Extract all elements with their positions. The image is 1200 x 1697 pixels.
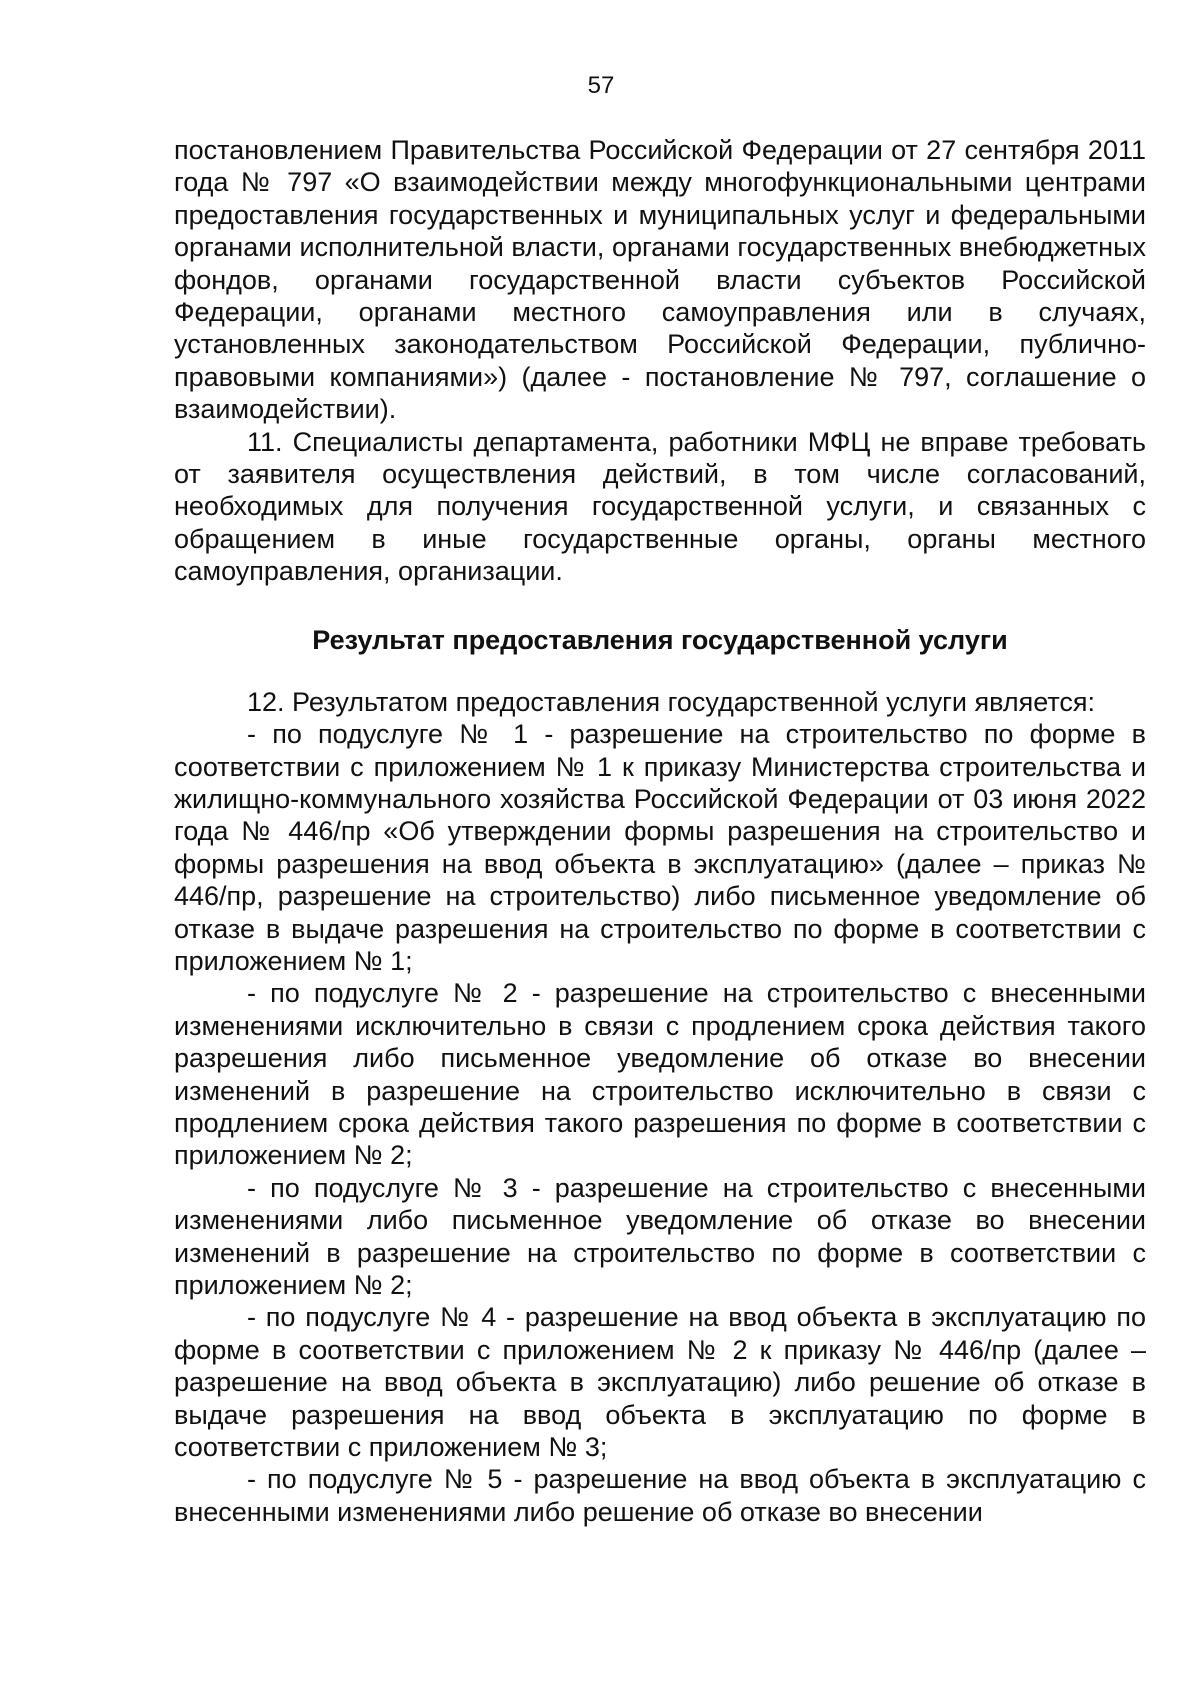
list-item-subservice-5: - по подуслуге № 5 - разрешение на ввод объекта в эксплуатацию с внесенными изменениями либо решение об отказе во внесении xyxy=(174,1464,1146,1527)
document-body xyxy=(174,134,1146,1528)
paragraph-item-12: 12. Результатом предоставления государственной услуги является: xyxy=(247,686,1096,717)
page-number: 57 xyxy=(587,72,615,99)
paragraph-item-11: 11. Специалисты департамента, работники МФЦ не вправе требовать от заявителя осуществления действий, в том числе согласований, необходимых для получения государственной услуги, и связанных с обращением в иные государственные органы, органы местного самоуправления, организации. xyxy=(174,426,1146,587)
paragraph-continuation: постановлением Правительства Российской Федерации от 27 сентября 2011 года № 797 «О взаимодействии между многофункциональными центрами предоставления государственных и муниципальных услуг и федеральными органами исполнительной власти, органами государственных внебюджетных фондов, органами государственной власти субъектов Российской Федерации, органами местного самоуправления или в случаях, установленных законодательством Российской Федерации, публично-правовыми компаниями») (далее - постановление № 797, соглашение о взаимодействии). xyxy=(174,135,1146,425)
list-item-subservice-3: - по подуслуге № 3 - разрешение на строительство с внесенными изменениями либо письменное уведомление об отказе во внесении изменений в разрешение на строительство по форме в соответствии с приложением № 2; xyxy=(174,1172,1146,1300)
list-item-subservice-4: - по подуслуге № 4 - разрешение на ввод объекта в эксплуатацию по форме в соответствии с приложением № 2 к приказу № 446/пр (далее – разрешение на ввод объекта в эксплуатацию) либо решение об отказе в выдаче разрешения на ввод объекта в эксплуатацию по форме в соответствии с приложением № 3; xyxy=(174,1302,1146,1463)
section-heading: Результат предоставления государственной услуги xyxy=(312,624,1008,655)
list-item-subservice-2: - по подуслуге № 2 - разрешение на строительство с внесенными изменениями исключительно в связи с продлением срока действия такого разрешения либо письменное уведомление об отказе во внесении изменений в разрешение на строительство исключительно в связи с продлением срока действия такого разрешения по форме в соответствии с приложением № 2; xyxy=(174,978,1146,1171)
list-item-subservice-1: - по подуслуге № 1 - разрешение на строительство по форме в соответствии с приложением № 1 к приказу Министерства строительства и жилищно-коммунального хозяйства Российской Федерации от 03 июня 2022 года № 446/пр «Об утверждении формы разрешения на строительство и формы разрешения на ввод объекта в эксплуатацию» (далее – приказ № 446/пр, разрешение на строительство) либо письменное уведомление об отказе в выдаче разрешения на строительство по форме в соответствии с приложением № 1; xyxy=(174,719,1146,976)
